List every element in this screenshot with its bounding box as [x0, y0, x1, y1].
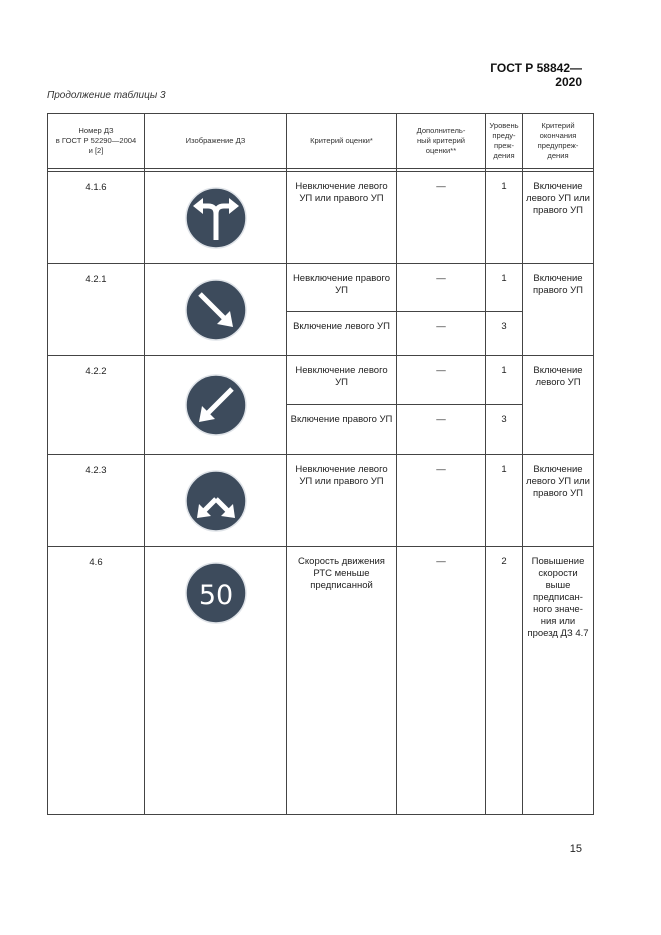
sign-image-cell: [145, 356, 287, 455]
warning-level: 1: [486, 455, 523, 547]
extra-criterion: —: [397, 312, 486, 356]
column-header-criterion: Критерий оценки*: [287, 114, 397, 169]
signs-table: [47, 113, 594, 815]
column-header-image: Изображение ДЗ: [145, 114, 287, 169]
column-header-extra: Дополнитель- ный критерий оценки**: [397, 114, 486, 169]
table-row: [48, 172, 594, 264]
column-header-end: Критерий окончания предупреж- дения: [523, 114, 594, 169]
warning-level: 1: [486, 356, 523, 405]
table-row: [48, 455, 594, 547]
warning-level: 3: [486, 312, 523, 356]
warning-level: 3: [486, 405, 523, 455]
criterion: Включение правого УП: [287, 405, 397, 455]
sign-number: 4.2.3: [48, 455, 145, 547]
extra-criterion: —: [397, 547, 486, 815]
sign-min-speed-icon: [184, 561, 248, 625]
sign-number: 4.2.2: [48, 356, 145, 455]
sign-number: 4.6: [48, 547, 145, 815]
sign-image-cell: [145, 264, 287, 356]
standard-code: ГОСТ Р 58842—2020: [490, 61, 582, 89]
table-row: [48, 264, 594, 312]
sign-number: 4.2.1: [48, 264, 145, 356]
end-criterion: Включение левого УП или правого УП: [523, 455, 594, 547]
end-criterion: Включение левого УП: [523, 356, 594, 455]
sign-image-cell: [145, 455, 287, 547]
sign-pass-both-sides-icon: [184, 469, 248, 533]
warning-level: 1: [486, 172, 523, 264]
end-criterion: Включение левого УП или правого УП: [523, 172, 594, 264]
extra-criterion: —: [397, 356, 486, 405]
sign-number: 4.1.6: [48, 172, 145, 264]
criterion: Скорость движения РТС меньше предписанной: [287, 547, 397, 815]
criterion: Невключение правого УП: [287, 264, 397, 312]
sign-pass-right-icon: [184, 278, 248, 342]
criterion: Невключение левого УП или правого УП: [287, 172, 397, 264]
warning-level: 2: [486, 547, 523, 815]
criterion: Включение левого УП: [287, 312, 397, 356]
sign-image-cell: [145, 172, 287, 264]
sign-speed-value: 50: [198, 580, 233, 611]
column-header-level: Уровень преду- преж- дения: [486, 114, 523, 169]
table-header-row: [48, 114, 594, 169]
table-row: [48, 547, 594, 815]
extra-criterion: —: [397, 264, 486, 312]
sign-pass-left-icon: [184, 373, 248, 437]
table-row: [48, 356, 594, 405]
warning-level: 1: [486, 264, 523, 312]
extra-criterion: —: [397, 455, 486, 547]
table-caption: Продолжение таблицы 3: [47, 90, 166, 101]
extra-criterion: —: [397, 405, 486, 455]
sign-image-cell: [145, 547, 287, 815]
criterion: Невключение левого УП или правого УП: [287, 455, 397, 547]
extra-criterion: —: [397, 172, 486, 264]
page-number: 15: [569, 843, 582, 855]
sign-left-or-right-icon: [184, 186, 248, 250]
end-criterion: Включение правого УП: [523, 264, 594, 356]
end-criterion: Повышение скорости выше предписан- ного значе- ния или проезд ДЗ 4.7: [523, 547, 594, 815]
column-header-number: Номер ДЗ в ГОСТ Р 52290—2004 и [2]: [48, 114, 145, 169]
criterion: Невключение левого УП: [287, 356, 397, 405]
